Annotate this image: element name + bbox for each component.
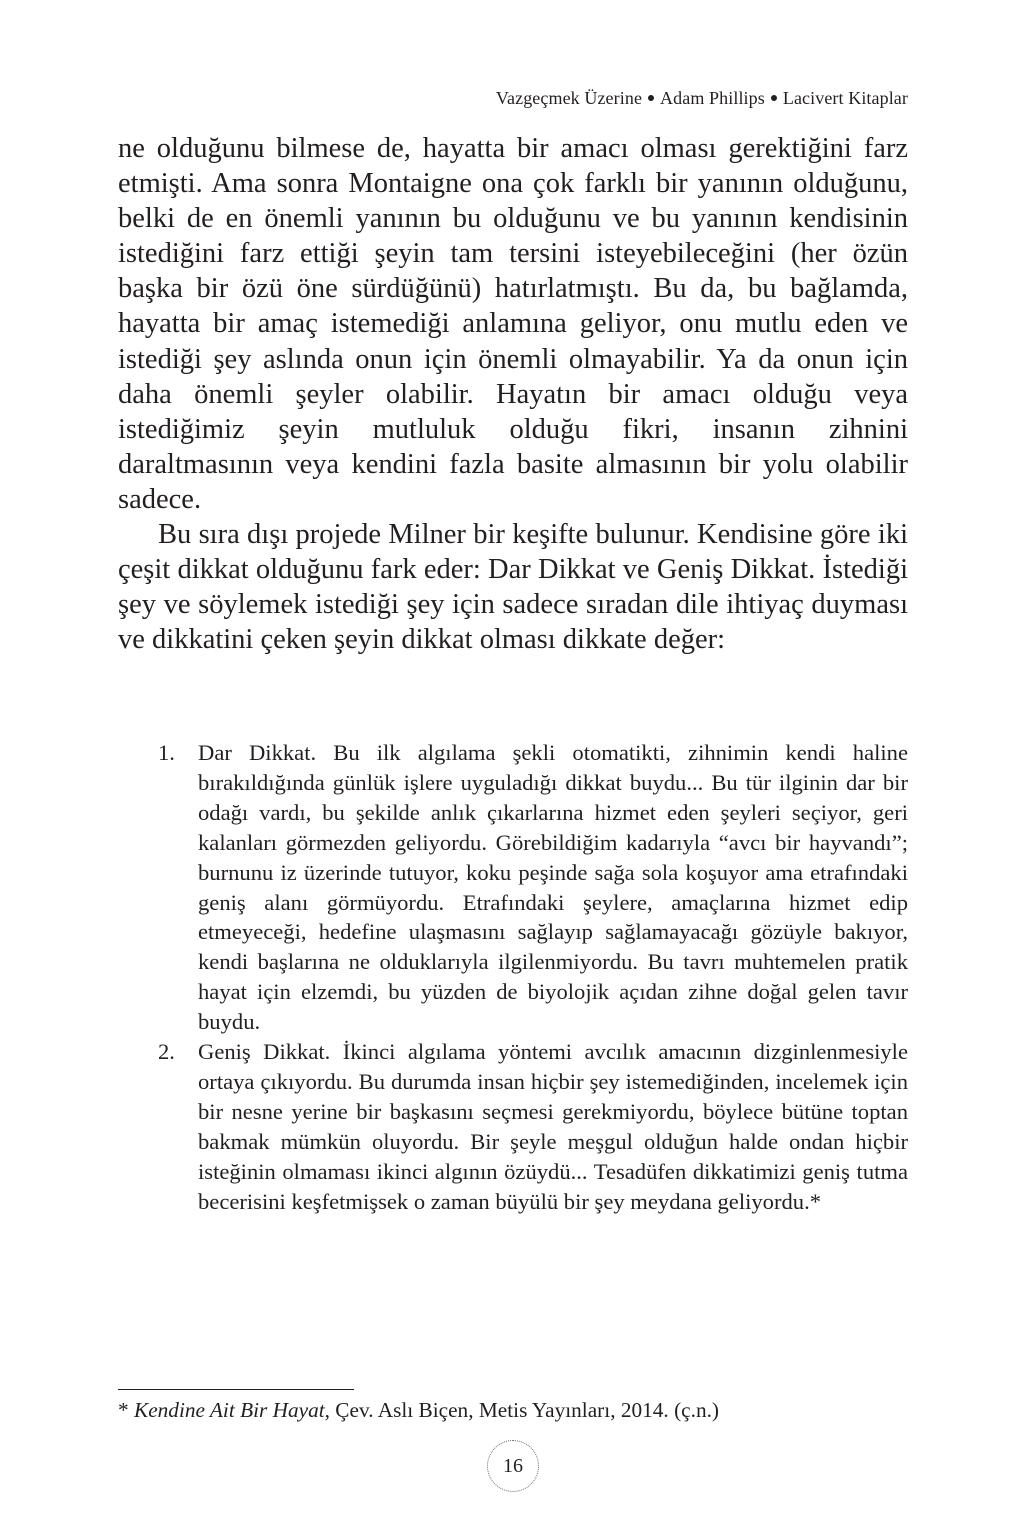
body-paragraph-1: ne olduğunu bilmese de, hayatta bir amacı olması gerektiğini farz etmişti. Ama sonra Montaigne ona çok farklı bir yanının olduğunu, belki de en önemli yanının bu olduğunu ve bu yanının kendisinin istediğini farz ettiği şeyin tam tersini isteyebileceğini (her özün başka bir özü öne sürdüğünü) hatırlatmıştı. Bu da, bu bağlamda, hayatta bir amaç istemediği anlamına geliyor, onu mutlu eden ve istediği şey aslında onun için önemli olmayabilir. Ya da onun için daha önemli şeyler olabilir. Hayatın bir amacı olduğu veya istediğimiz şeyin mutluluk olduğu fikri, insanın zihnini daraltmasının veya kendini fazla basite almasının bir yolu olabilir sadece. [118,133,908,515]
bullet-separator-icon [648,95,654,101]
page-number-text: 16 [503,1454,523,1477]
running-header [118,88,908,109]
header-publisher: Lacivert Kitaplar [782,88,908,108]
bullet-separator-icon [771,95,777,101]
footnote-marker: * [118,1398,129,1422]
main-text [118,131,908,657]
list-item-text: Geniş Dikkat. İkinci algılama yöntemi avcılık amacının dizginlenmesiyle ortaya çıkıyordu. Bu durumda insan hiçbir şey istemediğinden, incelemek için bir nesne yerine bir başkasını seçmesi gerekmiyordu, böylece bütüne toptan bakmak mümkün oluyordu. Bir şeyle meşgul olduğun halde ondan hiçbir isteğinin olmaması ikinci algının özüydü... Tesadüfen dikkatimizi geniş tutma becerisini keşfetmişsek o zaman büyülü bir şey meydana geliyordu.* [198,1039,908,1214]
list-item [158,1037,908,1216]
header-book-title: Vazgeçmek Üzerine [495,88,643,108]
footnote-divider [118,1389,354,1390]
list-item-number: 1. [158,740,175,765]
body-paragraph-2: Bu sıra dışı projede Milner bir keşifte bulunur. Kendisine göre iki çeşit dikkat olduğunu fark eder: Dar Dikkat ve Geniş Dikkat. İstediği şey ve söylemek istediği şey için sadece sıradan dile ihtiyaç duyması ve dikkatini çeken şeyin dikkat olması dikkate değer: [118,519,908,656]
footnote-details: , Çev. Aslı Biçen, Metis Yayınları, 2014. (ç.n.) [324,1398,720,1422]
list-item [158,738,908,1037]
list-item-text: Dar Dikkat. Bu ilk algılama şekli otomatikti, zihnimin kendi haline bırakıldığında günlük işlere uyguladığı dikkat buydu... Bu tür ilginin dar bir odağı vardı, bu şekilde anlık çıkarlarına hizmet eden şeyleri seçiyor, geri kalanları görmezden geliyordu. Görebildiğim kadarıyla “avcı bir hayvandı”; burnunu iz üzerinde tutuyor, koku peşinde sağa sola koşuyor ama etrafındaki geniş alanı görmüyordu. Etrafındaki şeylere, amaçlarına hizmet edip etmeyeceği, hedefine ulaşmasını sağlayıp sağlamayacağı gözüyle bakıyor, kendi başlarına ne olduklarıyla ilgilenmiyordu. Bu tavrı muhtemelen pratik hayat için elzemdi, bu yüzden de biyolojik açıdan zihne doğal gelen tavır buydu. [198,740,908,1035]
header-author: Adam Phillips [660,88,765,108]
footnote-book-title: Kendine Ait Bir Hayat [133,1398,325,1422]
footnote [118,1397,908,1423]
quote-list [158,738,908,1217]
page-number [487,1440,539,1492]
list-item-number: 2. [158,1039,175,1065]
